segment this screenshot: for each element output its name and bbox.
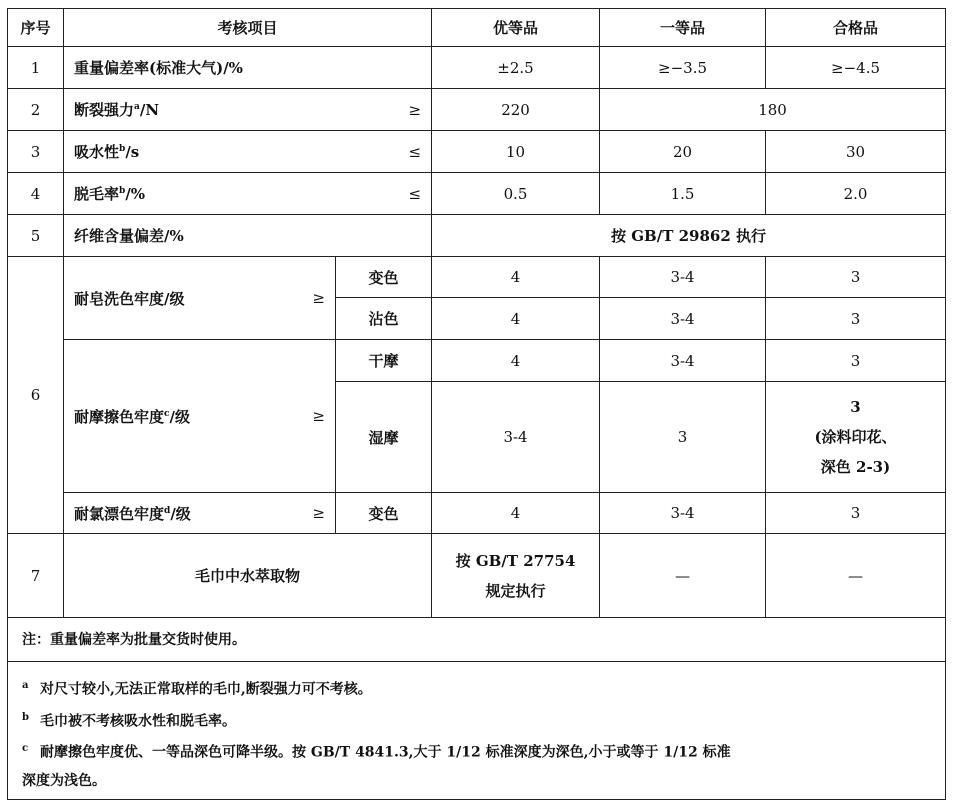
row-item [64,493,336,534]
row-item [64,173,432,215]
row-item: 纤维含量偏差/% [64,215,432,257]
operator: ≤ [408,142,422,161]
footnote-text: 毛巾被不考核吸水性和脱毛率。 [40,713,236,730]
table-row [8,534,946,618]
row-item [64,131,432,173]
value-grade1 [432,534,600,618]
header-grade1: 优等品 [432,9,600,47]
table-note: 注：重量偏差率为批量交货时使用。 [8,618,946,662]
table-row [8,257,946,298]
footnote-mark: d [164,505,171,516]
row-no: 4 [8,173,64,215]
value-grade2: 20 [600,131,766,173]
value-grade3: 30 [766,131,946,173]
row-no: 5 [8,215,64,257]
value-line: 深色 2-3) [820,458,891,476]
value-grade1: 4 [432,298,600,340]
item-name: 耐皂洗色牢度/级 [74,289,185,308]
operator: ≤ [408,184,422,203]
standards-table [7,8,946,800]
value-grade2: ≥−3.5 [600,47,766,89]
footnote-mark: c [22,743,29,755]
operator: ≥ [312,407,325,425]
item-unit: /N [139,101,160,119]
item-name: 吸水性 [74,143,120,161]
footnote-mark: a [22,680,29,691]
row-no: 6 [8,257,64,534]
value-grade3: 3 [766,257,946,298]
row-item: 毛巾中水萃取物 [64,534,432,618]
row-no: 1 [8,47,64,89]
value-grade1: 10 [432,131,600,173]
value-all-grades: 按 GB/T 29862 执行 [432,215,946,257]
header-item: 考核项目 [64,9,432,47]
item-name: 脱毛率 [74,185,120,203]
footnote-mark: a [134,102,140,112]
item-unit: /s [125,143,140,161]
header-grade3: 合格品 [766,9,946,47]
footnote-c [8,735,946,799]
value-grade1: 220 [432,89,600,131]
sub-item: 干摩 [336,340,432,382]
value-grade2: 3-4 [600,493,766,534]
table-row [8,89,946,131]
value-grade1: 4 [432,340,600,382]
footnote-b [8,704,946,736]
value-grade3: 3 [766,493,946,534]
value-grade3: 3 [766,298,946,340]
row-no: 7 [8,534,64,618]
item-unit: /% [125,185,146,203]
value-line: (涂料印花、 [814,428,897,446]
footnote-mark: c [164,408,170,419]
value-grade2-3: 180 [600,89,946,131]
row-item: 重量偏差率(标准大气)/% [64,47,432,89]
value-grade2: 3 [600,382,766,493]
value-grade3: ≥−4.5 [766,47,946,89]
value-grade1: 4 [432,257,600,298]
value-grade1: ±2.5 [432,47,600,89]
row-no: 3 [8,131,64,173]
sub-item: 变色 [336,257,432,298]
table-row [8,215,946,257]
value-grade1: 4 [432,493,600,534]
header-row [8,9,946,47]
value-grade3: 2.0 [766,173,946,215]
value-line: 按 GB/T 27754 [455,551,576,570]
table-row [8,47,946,89]
value-grade2: 3-4 [600,257,766,298]
value-line: 3 [850,398,861,416]
row-item [64,340,336,493]
sub-item: 湿摩 [336,382,432,493]
value-grade3: — [766,534,946,618]
row-item [64,89,432,131]
table-row [8,131,946,173]
operator: ≥ [408,100,422,119]
sub-item: 变色 [336,493,432,534]
item-name: 断裂强力 [74,101,135,119]
item-unit: /级 [170,504,191,523]
value-grade2: 3-4 [600,340,766,382]
footnote-a [8,662,946,704]
footnote-mark: b [22,711,29,723]
table-row [8,173,946,215]
value-grade2: 3-4 [600,298,766,340]
table-row [8,493,946,534]
footnote-mark: b [119,144,126,154]
table-row [8,340,946,382]
operator: ≥ [312,289,325,307]
row-no: 2 [8,89,64,131]
value-grade1: 0.5 [432,173,600,215]
header-grade2: 一等品 [600,9,766,47]
value-grade3 [766,382,946,493]
item-name: 耐氯漂色牢度 [74,504,165,523]
note-row [8,618,946,662]
value-line: 规定执行 [485,581,546,600]
sub-item: 沾色 [336,298,432,340]
operator: ≥ [312,504,325,522]
footnote-text: 耐摩擦色牢度优、一等品深色可降半级。按 GB/T 4841.3,大于 1/12 标准深度为深色,小于或等于 1/12 标准 [40,744,731,761]
item-unit: /级 [169,407,190,426]
header-no: 序号 [8,9,64,47]
row-item [64,257,336,340]
value-grade2: — [600,534,766,618]
value-grade2: 1.5 [600,173,766,215]
footnote-text: 对尺寸较小,无法正常取样的毛巾,断裂强力可不考核。 [40,681,372,698]
value-grade3: 3 [766,340,946,382]
item-name: 耐摩擦色牢度 [74,407,165,426]
footnote-text-continued: 深度为浅色。 [22,772,106,789]
value-grade1: 3-4 [432,382,600,493]
footnote-mark: b [119,186,126,196]
